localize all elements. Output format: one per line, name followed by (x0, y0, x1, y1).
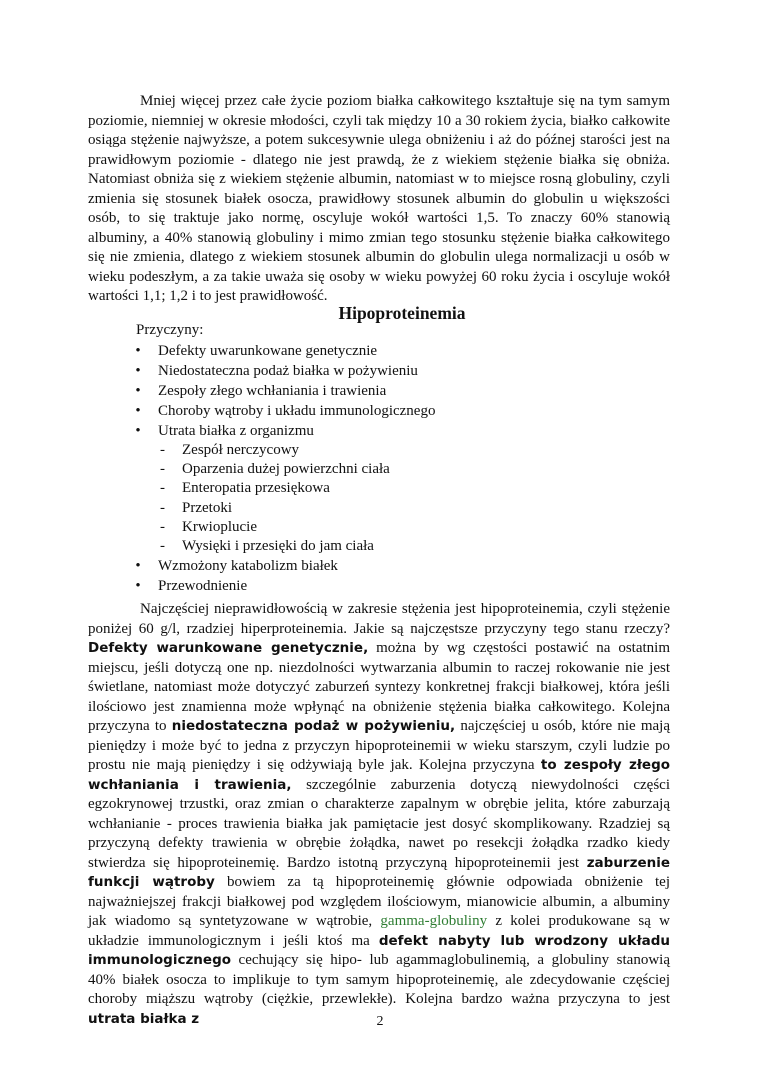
dash-icon: - (160, 461, 165, 478)
bullet-icon: • (135, 558, 141, 575)
sub-list-item-text: Zespół nerczycowy (182, 442, 300, 458)
page-number: 2 (376, 1014, 384, 1029)
list-item (132, 421, 435, 556)
section-title: Hipoproteinemia (338, 303, 466, 323)
list-item-text: Choroby wątroby i układu immunologicznego (158, 403, 436, 419)
bullet-icon: • (135, 343, 141, 359)
sub-list-item (158, 518, 435, 537)
body-text: cechujący się hipo- lub agammaglobulinemią, a globuliny stanowią 40% białek osocza to implikuje to tym samym hipoproteinemię, ale zdecydowanie częściej choroby miąższu wątroby (ciężkie, przewlekłe). Kolejna bardzo ważna przyczyna to jest (88, 952, 670, 1007)
sub-list-item-text: Oparzenia dużej powierzchni ciała (182, 461, 390, 478)
sub-list-item-text: Przetoki (182, 499, 232, 516)
intro-paragraph: Mniej więcej przez całe życie poziom białka całkowitego kształtuje się na tym samym poziomie, niemniej w okresie młodości, czyli tak między 10 a 30 rokiem życia, białko całkowite osiąga stężenie najwyższe, a potem sukcesywnie ulega obniżeniu i aż do późnej starości jest na prawidłowym poziomie - dlatego nie jest prawdą, że z wiekiem stężenie białka się obniża. Natomiast obniża się z wiekiem stężenie albumin, natomiast w to miejsce rosną globuliny, czyli zmienia się stosunek białek osocza, prawidłowy stosunek albumin do globulin u większości osób, to się traktuje jako normę, oscyluje wokół wartości 1,5. To znaczy 60% stanowią albuminy, a 40% stanowią globuliny i mimo zmian tego stosunku stężenie białka całkowitego się nie zmienia, dlatego z wiekiem stosunek albumin do globulin ulega normalizacji u osób w wieku podeszłym, a za takie uważa się osoby w wieku powyżej 60 roku życia i oscyluje wokół wartości 1,1; 1,2 i to jest prawidłowość. (88, 93, 670, 304)
sub-list-item (158, 460, 435, 479)
body-text: z kolei produkowane są w układzie immunologicznym i jeśli ktoś ma (88, 913, 671, 949)
sub-list-item (158, 441, 435, 460)
list-item (132, 361, 435, 381)
list-item (132, 556, 435, 576)
body-text: szczególnie zaburzenia dotyczą niewydolności części egzokrynowej trzustki, oraz zmian o charakterze zapalnym w obrębie jelita, które zaburzają wchłanianie - proces trawienia białka jak pamiętacie jest dosyć skomplikowany. Rzadziej są przyczyną defekty trawienia w obrębie żołądka, nawet po resekcji żołądka rzadko kiedy stwierdza się hipoproteinemię. Bardzo istotną przyczyną hipoproteinemii jest (88, 776, 670, 871)
sub-list-item-text: Krwioplucie (182, 518, 257, 535)
sub-list-item-text: Enteropatia przesiękowa (182, 480, 330, 497)
bold-term: to zespoły złego wchłaniania i trawienia, (88, 757, 671, 793)
dash-icon: - (160, 499, 165, 516)
bullet-icon: • (135, 403, 141, 419)
list-item-text: Wzmożony katabolizm białek (158, 558, 338, 575)
sub-list-item (158, 499, 435, 518)
causes-list (132, 341, 435, 596)
sub-list-item (158, 537, 435, 556)
list-item-text: Niedostateczna podaż białka w pożywieniu (158, 363, 418, 379)
bold-term: niedostateczna podaż w pożywieniu, (171, 718, 456, 734)
loss-causes-list (158, 441, 435, 556)
bold-term: zaburzenie funkcji wątroby (88, 854, 670, 890)
list-item (132, 341, 435, 361)
list-item-text: Defekty uwarunkowane genetycznie (158, 343, 378, 359)
bullet-icon: • (135, 383, 141, 399)
bullet-icon: • (135, 423, 141, 439)
list-item-text: Utrata białka z organizmu (158, 423, 314, 439)
bold-term: Defekty warunkowane genetycznie, (88, 640, 369, 656)
bold-term: utrata białka z (88, 1010, 200, 1027)
sub-list-item-text: Wysięki i przesięki do jam ciała (182, 538, 374, 555)
body-text: najczęściej u osób, które nie mają pieniędzy i może być to jedna z przyczyn hipoproteinemii w wieku starszym, czyli ludzie po prostu nie mają pieniędzy i się odżywiają byle jak. Kolejna przyczyna (88, 718, 671, 773)
bullet-icon: • (135, 578, 141, 595)
bullet-icon: • (135, 363, 141, 379)
bold-term: defekt nabyty lub wrodzony układu immunologicznego (88, 932, 671, 968)
sub-list-item (158, 479, 435, 498)
highlighted-term: gamma-globuliny (380, 913, 488, 929)
body-text: bowiem za tą hipoproteinemię głównie odpowiada obniżenie tej najważniejszej frakcji białkowej pod względem ilościowym, mianowicie albumin, a albuminy jak wiadomo są syntetyzowane w wątrobie, (88, 874, 671, 929)
list-item (132, 576, 435, 596)
list-item (132, 401, 435, 421)
dash-icon: - (160, 538, 165, 555)
dash-icon: - (160, 442, 165, 458)
dash-icon: - (160, 518, 165, 535)
body-text: można by wg częstości postawić na ostatnim miejscu, jeśli dotyczą one np. niezdolności wytwarzania albumin to raczej rokowanie nie jest świetlane, natomiast może dotyczyć zaburzeń syntezy konkretnej frakcji białkowej, która jeśli ilościowo jest znamienna może wpłynąć na obniżenie stężenia białka całkowitego. Kolejna przyczyna to (88, 640, 670, 734)
list-item-text: Przewodnienie (158, 578, 248, 595)
body-paragraph (88, 600, 670, 1029)
dash-icon: - (160, 480, 165, 497)
body-text: Najczęściej nieprawidłowością w zakresie stężenia jest hipoproteinemia, czyli stężenie poniżej 60 g/l, rzadziej hiperproteinemia. Jakie są najczęstsze przyczyny tego stanu rzeczy? (88, 601, 670, 637)
causes-label: Przyczyny: (136, 322, 204, 338)
list-item (132, 381, 435, 401)
list-item-text: Zespoły złego wchłaniania i trawienia (158, 383, 387, 399)
